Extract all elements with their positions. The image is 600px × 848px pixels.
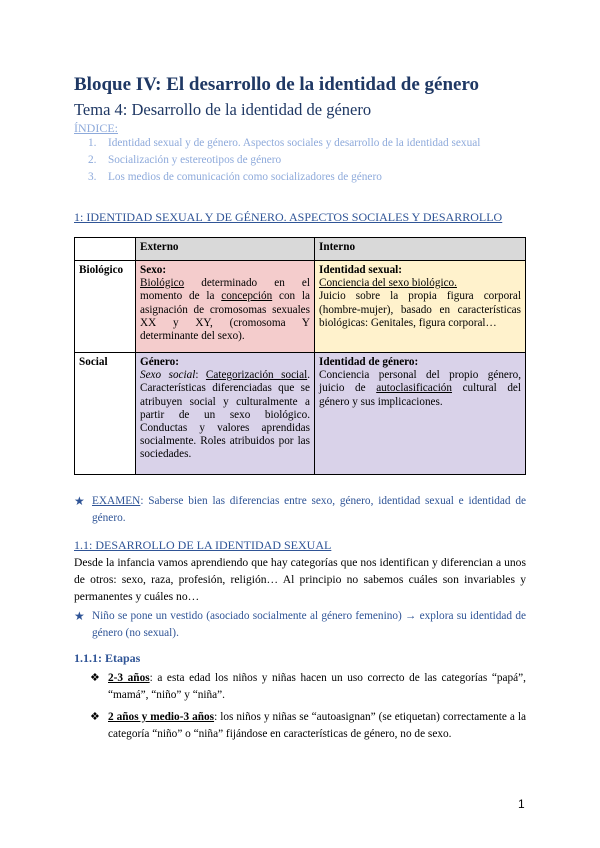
stage-label: 2 años y medio-3 años [108, 711, 215, 723]
stage-item [90, 670, 527, 704]
row-header-social: Social [75, 353, 136, 475]
toc-item[interactable]: 3. Los medios de comunicación como socializadores de género [88, 171, 382, 183]
child-dress-note: ★ Niño se pone un vestido (asociado socialmente al género femenino) → explora su identidad de género (no sexual). [74, 609, 526, 639]
stage-text: : a esta edad los niños y niñas hacen un uso correcto de las categorías “papá”, “mamá”, “niño” y “niña”. [108, 672, 527, 701]
section-1-1-paragraph: Desde la infancia vamos aprendiendo que hay categorías que nos identifican y diferencian a unos de otros: sexo, raza, profesión, religión… Al principio no sabemos cuáles son invariables y permanentes y cuáles no… [74, 556, 526, 603]
cell-identidad-genero: Identidad de género: Conciencia personal del propio género, juicio de autoclasificación cultural del género y sus implicaciones. [315, 353, 526, 475]
diamond-bullet-icon: ❖ [90, 711, 100, 723]
sex-gender-table [74, 237, 526, 475]
cell-genero-title: Género: [140, 356, 179, 368]
toc-item[interactable]: 2. Socialización y estereotipos de género [88, 154, 282, 166]
star-icon: ★ [74, 494, 85, 508]
table-corner [75, 238, 136, 261]
stage-item [90, 709, 527, 743]
star-icon: ★ [74, 609, 85, 623]
page-number: 1 [518, 797, 525, 811]
cell-genero: Género: Sexo social: Categorización social. Características diferenciadas que se atribuyen social y culturalmente a partir de un sexo biológico. Conductas y valores aprendidas socialmente. Roles atribuidos por las sociedades. [136, 353, 315, 475]
index-label: ÍNDICE: [74, 121, 118, 135]
exam-label: EXAMEN [92, 495, 141, 507]
cell-identidad-genero-title: Identidad de género: [319, 356, 419, 368]
column-header-externo: Externo [136, 238, 315, 261]
cell-identidad-sexual: Identidad sexual: Conciencia del sexo biológico. Juicio sobre la propia figura corporal (hombre-mujer), basado en características biológicas: Genitales, figura corporal… [315, 261, 526, 353]
section-1-1-1-heading: 1.1.1: Etapas [74, 651, 141, 665]
cell-identidad-sexual-title: Identidad sexual: [319, 264, 402, 276]
table-of-contents [74, 136, 526, 187]
column-header-interno: Interno [315, 238, 526, 261]
page-title: Bloque IV: El desarrollo de la identidad de género [74, 74, 480, 95]
page-subtitle: Tema 4: Desarrollo de la identidad de género [74, 100, 372, 119]
section-1-heading: 1: IDENTIDAD SEXUAL Y DE GÉNERO. ASPECTOS SOCIALES Y DESARROLLO [74, 210, 503, 224]
cell-sexo: Sexo: Biológico determinado en el momento de la concepción con la asignación de cromosomas sexuales XX y XY, (cromosoma Y determinante del sexo). [136, 261, 315, 353]
section-1-1-heading: 1.1: DESARROLLO DE LA IDENTIDAD SEXUAL [74, 538, 332, 552]
row-header-biologico: Biológico [75, 261, 136, 353]
exam-text: : Saberse bien las diferencias entre sexo, género, identidad sexual e identidad de género. [92, 495, 526, 524]
stage-label: 2-3 años [108, 672, 150, 684]
stage-text: : los niños y niñas se “autoasignan” (se etiquetan) correctamente a la categoría “niño” o “niña” fijándose en características de género, no de sexo. [108, 711, 527, 740]
diamond-bullet-icon: ❖ [90, 672, 100, 684]
cell-sexo-title: Sexo: [140, 264, 167, 276]
toc-item[interactable]: 1. Identidad sexual y de género. Aspectos sociales y desarrollo de la identidad sexual [88, 137, 481, 149]
exam-note [74, 493, 526, 527]
